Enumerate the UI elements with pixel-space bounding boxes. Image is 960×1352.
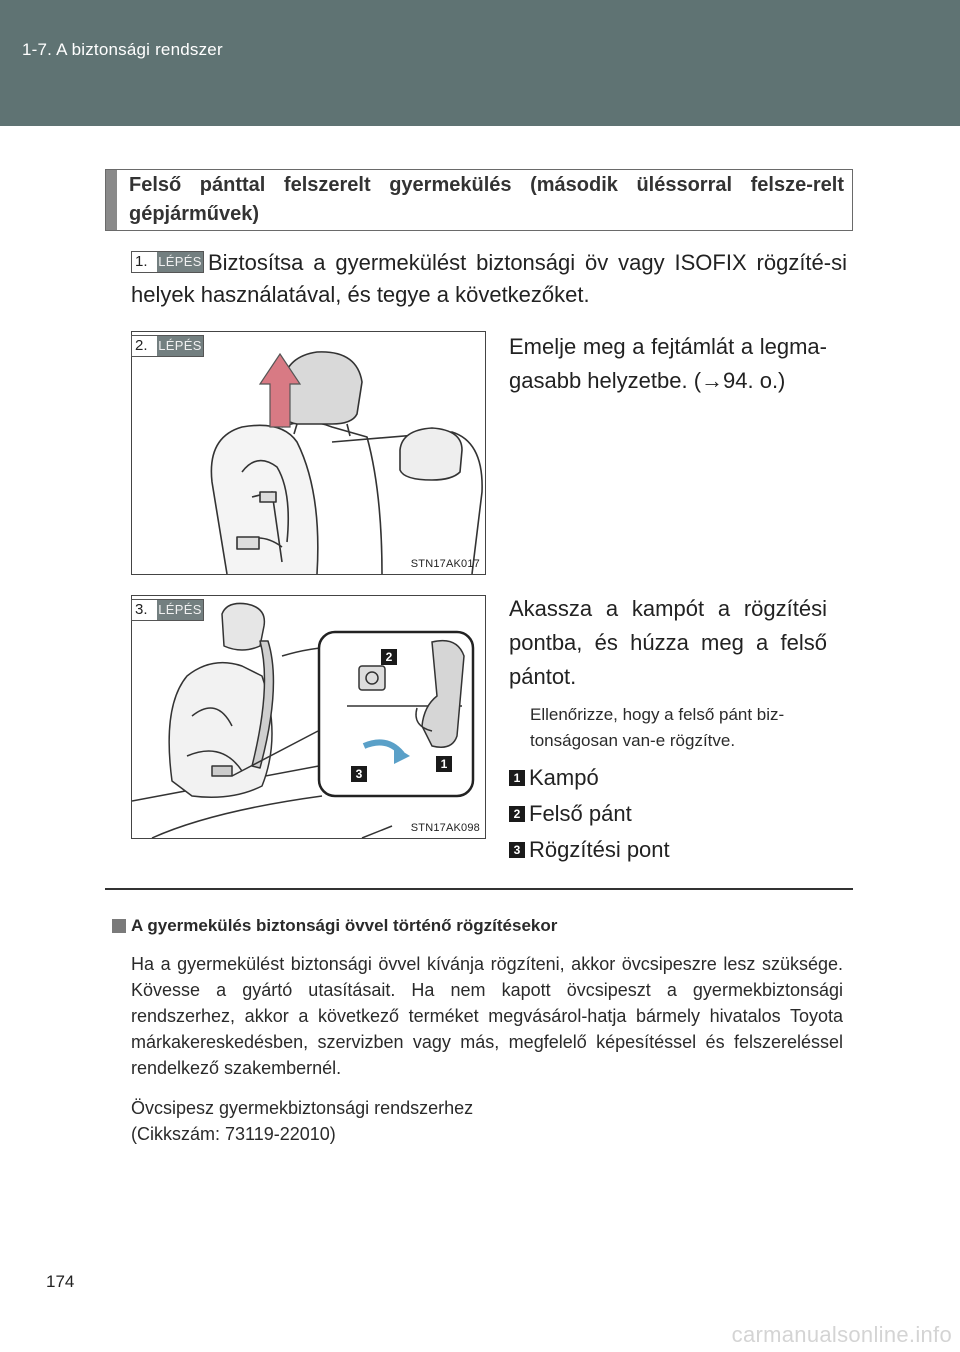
page-header [0, 0, 960, 126]
svg-text:3: 3 [355, 767, 363, 781]
legend-item-hook [509, 764, 599, 792]
subsection-title: A gyermekülés biztonsági övvel történő rögzítésekor [131, 916, 558, 935]
legend-key-3: 3 [509, 842, 525, 858]
step-3-figure [131, 595, 486, 839]
legend-label-2: Felső pánt [529, 801, 632, 826]
step-1-text: Biztosítsa a gyermekülést biztonsági öv vagy ISOFIX rögzíté-si helyek használatával, és tegye a következőket. [131, 250, 847, 307]
subsection-paragraph-2-line-2: (Cikkszám: 73119-22010) [131, 1124, 336, 1144]
headrest-illustration [132, 332, 485, 574]
tether-hook-illustration [132, 596, 485, 838]
step-3-badge [131, 599, 204, 621]
chapter-title: 1-7. A biztonsági rendszer [22, 40, 223, 59]
step-3-figure-code: STN17AK098 [410, 822, 480, 834]
legend-key-1: 1 [509, 770, 525, 786]
step-2-figure [131, 331, 486, 575]
legend-key-2: 2 [509, 806, 525, 822]
section-divider [105, 888, 853, 890]
step-2-label: LÉPÉS [157, 336, 203, 356]
step-3-label: LÉPÉS [157, 600, 203, 620]
legend-label-1: Kampó [529, 765, 599, 790]
svg-text:1: 1 [440, 757, 448, 771]
step-3-note: Ellenőrizze, hogy a felső pánt biz-tonságosan van-e rögzítve. [530, 705, 785, 750]
section-heading-box [105, 169, 853, 231]
section-title: Felső pánttal felszerelt gyermekülés (második üléssorral felsze-relt gépjárművek) [129, 174, 844, 225]
section-heading-bar [106, 170, 117, 230]
step-1-label: LÉPÉS [157, 252, 203, 272]
legend-label-3: Rögzítési pont [529, 837, 670, 862]
svg-text:2: 2 [385, 650, 393, 664]
step-3-number: 3. [135, 601, 148, 618]
step-2-number: 2. [135, 337, 148, 354]
subsection-paragraph-2-line-1: Övcsipesz gyermekbiztonsági rendszerhez [131, 1098, 474, 1118]
legend-item-top-strap [509, 800, 632, 828]
step-2-badge [131, 335, 204, 357]
step-2-text: Emelje meg a fejtámlát a legma-gasabb helyzetbe. (→94. o.) [509, 334, 827, 393]
step-1-number: 1. [135, 253, 148, 270]
step-2-figure-code: STN17AK017 [410, 558, 480, 570]
square-bullet-icon [112, 919, 126, 933]
step-3-text: Akassza a kampót a rögzítési pontba, és húzza meg a felső pántot. [509, 596, 827, 689]
page-number: 174 [46, 1272, 75, 1291]
watermark: carmanualsonline.info [731, 1322, 952, 1347]
legend-item-anchor [509, 836, 670, 864]
subsection-heading [112, 916, 557, 936]
subsection-paragraph-1: Ha a gyermekülést biztonsági övvel kívánja rögzíteni, akkor övcsipeszre lesz szüksége. Kövesse a gyártó utasításait. Ha nem kapott övcsipeszt a gyermekbiztonsági rendszerhez, akkor a következő terméket megvásárol-hatja bármely hivatalos Toyota márkakereskedésben, szervizben vagy más, megfelelő képesítéssel és felszereléssel rendelkező szakembernél. [131, 954, 843, 1078]
